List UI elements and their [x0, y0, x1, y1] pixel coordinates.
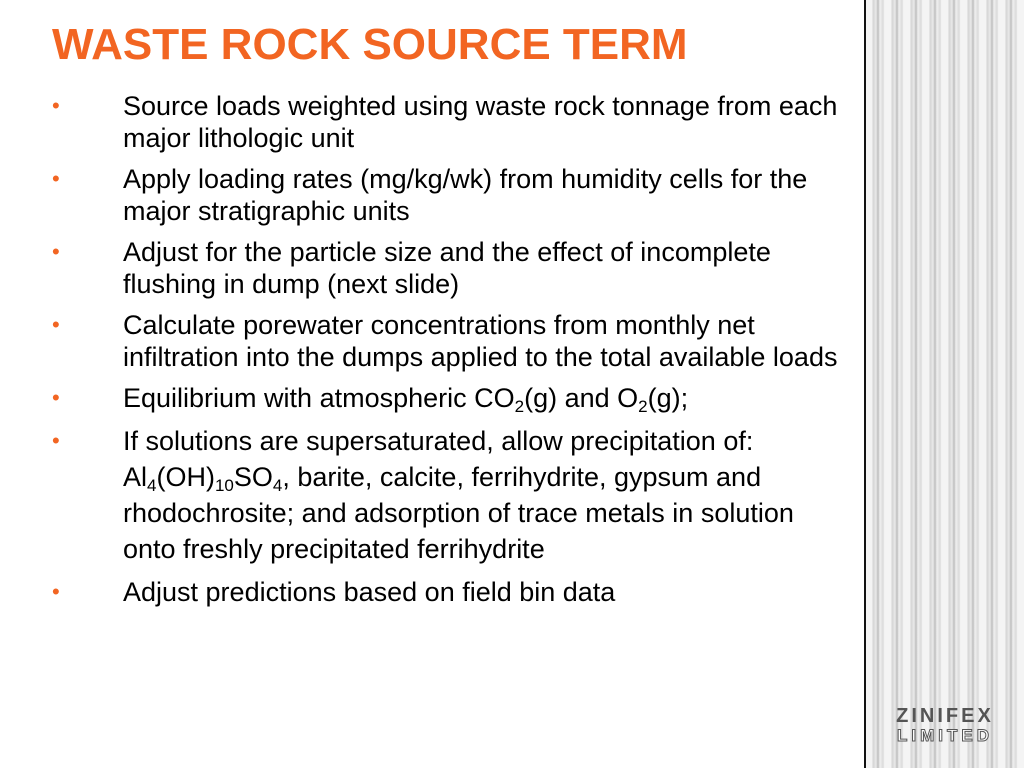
subscript: 2: [638, 397, 648, 416]
company-logo: [888, 705, 1002, 745]
bullet-item: [52, 423, 852, 567]
bullet-list: [52, 90, 852, 617]
bullet-item: [52, 236, 852, 300]
decorative-side-panel: [864, 0, 1024, 768]
bullet-icon: •: [52, 428, 60, 453]
bullet-icon: •: [52, 239, 60, 264]
logo-name: ZINIFEX: [896, 705, 994, 727]
bullet-item: [52, 309, 852, 373]
bullet-icon: •: [52, 312, 60, 337]
logo-subtitle: LIMITED: [897, 726, 993, 745]
bullet-icon: •: [52, 579, 60, 604]
bullet-text: Adjust for the particle size and the effect of incomplete flushing in dump (next slide): [123, 237, 771, 299]
bullet-icon: •: [52, 166, 60, 191]
bullet-text: Source loads weighted using waste rock tonnage from each major lithologic unit: [123, 91, 838, 153]
bullet-item: [52, 90, 852, 154]
subscript: 4: [147, 476, 157, 495]
bullet-item: [52, 163, 852, 227]
bullet-item: [52, 382, 852, 414]
bullet-text: If solutions are supersaturated, allow precipitation of: $Al_4(OH)_{10}SO_4$, barite, calcite, ferrihydrite, gypsum and rhodochrosite; and adsorption of trace metals in solution onto freshly precipitated ferrihydrite: [123, 426, 794, 564]
bullet-text: Calculate porewater concentrations from monthly net infiltration into the dumps applied to the total available loads: [123, 310, 838, 372]
bullet-icon: •: [52, 385, 60, 410]
bullet-text: Apply loading rates (mg/kg/wk) from humidity cells for the major stratigraphic units: [123, 164, 808, 226]
subscript: 4: [272, 476, 283, 495]
bullet-icon: •: [52, 93, 60, 118]
slide-title: WASTE ROCK SOURCE TERM: [52, 20, 688, 69]
subscript: 10: [214, 476, 234, 495]
bullet-item: [52, 576, 852, 608]
subscript: 2: [514, 397, 525, 416]
bullet-text: Equilibrium with atmospheric $CO_2(g)$ and $O_2(g)$;: [123, 383, 689, 416]
bullet-text: Adjust predictions based on field bin data: [123, 577, 616, 607]
